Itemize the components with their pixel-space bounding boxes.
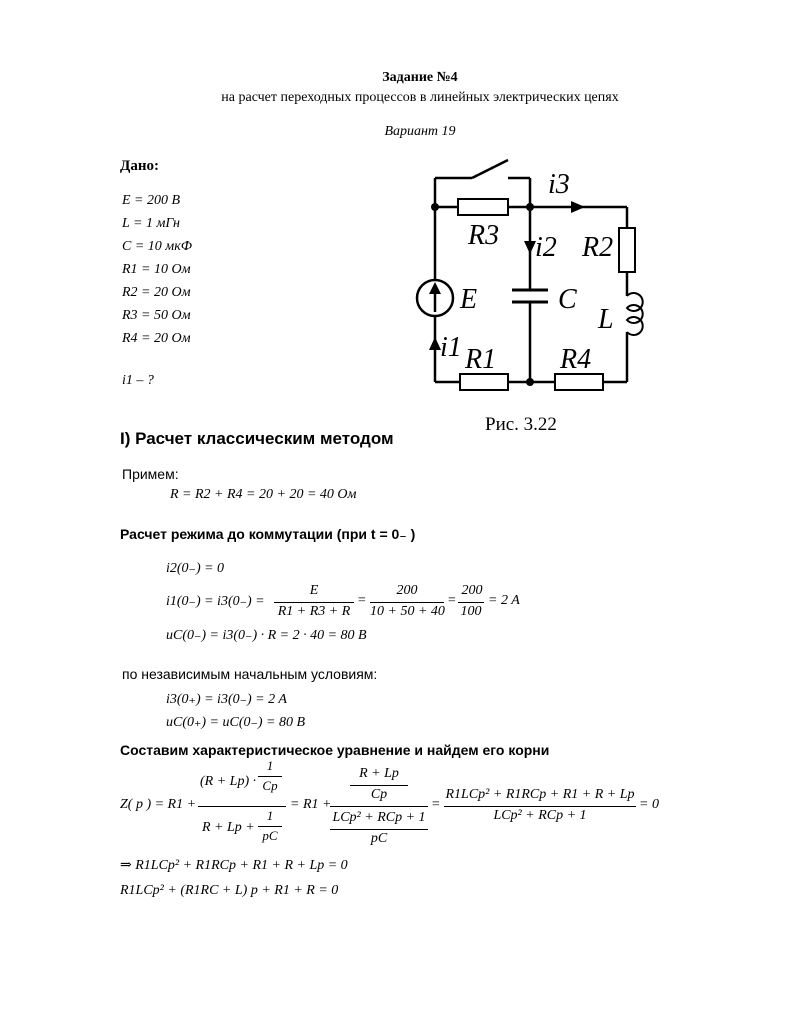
- frac-denominator: 10 + 50 + 40: [370, 604, 445, 619]
- eq-uc: uC(0₋) = i3(0₋) · R = 2 · 40 = 80 B: [166, 628, 367, 643]
- fraction-bar: [330, 806, 428, 807]
- fraction-bar: [444, 806, 636, 807]
- task-subtitle: на расчет переходных процессов в линейных электрических цепях: [221, 90, 619, 105]
- accept-equation: R = R2 + R4 = 20 + 20 = 40 Ом: [170, 487, 357, 502]
- label-r3: R3: [468, 220, 500, 251]
- frac-denominator: 100: [460, 604, 482, 619]
- circuit-diagram: [400, 150, 650, 440]
- eq-uc-initial: uC(0₊) = uC(0₋) = 80 B: [166, 715, 306, 730]
- label-i1: i1: [440, 332, 462, 363]
- initial-conditions-label: по независимым начальным условиям:: [122, 666, 378, 682]
- label-i3: i3: [548, 169, 570, 200]
- fraction-bar: [198, 806, 286, 807]
- eq-i2: i2(0₋) = 0: [166, 561, 225, 576]
- task-title: Задание №4: [382, 70, 458, 85]
- eq-i3-initial: i3(0₊) = i3(0₋) = 2 A: [166, 692, 287, 707]
- label-r1: R1: [465, 344, 497, 375]
- frac-denominator: R1 + R3 + R: [277, 604, 351, 619]
- given-value: R4 = 20 Ом: [122, 331, 191, 346]
- label-e: E: [460, 284, 478, 315]
- variant-label: Вариант 19: [384, 124, 456, 139]
- equals-sign: =: [431, 797, 441, 812]
- fraction-bar: [258, 776, 282, 777]
- frac-numerator: (R + Lp) ·: [200, 774, 257, 789]
- characteristic-heading: Составим характеристическое уравнение и найдем его корни: [120, 742, 550, 758]
- equals-sign: =: [447, 593, 457, 608]
- pre-switch-heading: Расчет режима до коммутации (при t = 0₋ ): [120, 526, 416, 542]
- fraction-bar: [274, 602, 354, 603]
- given-value: C = 10 мкФ: [122, 239, 193, 254]
- label-l: L: [598, 304, 614, 335]
- given-value: E = 200 В: [122, 193, 181, 208]
- frac-numerator: 1: [266, 808, 274, 823]
- unknown-quantity: i1 – ?: [122, 373, 154, 388]
- frac-denominator: pC: [262, 828, 278, 843]
- fraction-bar: [370, 602, 444, 603]
- label-r2: R2: [582, 232, 614, 263]
- given-value: L = 1 мГн: [122, 216, 180, 231]
- figure-caption: Рис. 3.22: [485, 414, 557, 435]
- fraction-bar: [258, 826, 282, 827]
- given-heading: Дано:: [120, 158, 159, 174]
- fraction-bar: [330, 829, 428, 830]
- frac-denominator: LCp² + RCp + 1: [493, 808, 587, 823]
- eq-i1-result: = 2 A: [488, 593, 520, 608]
- frac-denominator: Cp: [370, 787, 388, 802]
- eq-zero: = 0: [639, 797, 659, 812]
- frac-numerator: 1: [266, 758, 274, 773]
- frac-denominator: pC: [370, 831, 388, 846]
- frac-numerator: 200: [396, 583, 418, 598]
- given-value: R2 = 20 Ом: [122, 285, 191, 300]
- eq-i1-lhs: i1(0₋) = i3(0₋) =: [166, 594, 265, 609]
- label-r4: R4: [560, 344, 592, 375]
- fraction-bar: [350, 785, 408, 786]
- fraction-bar: [458, 602, 484, 603]
- given-value: R3 = 50 Ом: [122, 308, 191, 323]
- eq-characteristic: R1LCp² + (R1RC + L) p + R1 + R = 0: [120, 883, 339, 898]
- label-c: C: [558, 284, 577, 315]
- section-title: I) Расчет классическим методом: [120, 429, 394, 448]
- frac-denominator: R + Lp +: [202, 820, 255, 835]
- given-value: R1 = 10 Ом: [122, 262, 191, 277]
- eq-z-lhs: Z( p ) = R1 +: [120, 797, 197, 812]
- eq-expanded: ⇒ R1LCp² + R1RCp + R1 + R + Lp = 0: [120, 858, 348, 873]
- frac-numerator: R + Lp: [359, 766, 399, 781]
- equals-sign: =: [357, 593, 367, 608]
- label-i2: i2: [535, 232, 557, 263]
- accept-label: Примем:: [122, 466, 179, 482]
- eq-mid: = R1 +: [290, 797, 332, 812]
- frac-denominator: Cp: [262, 778, 278, 793]
- frac-numerator: E: [309, 583, 319, 598]
- frac-numerator: R1LCp² + R1RCp + R1 + R + Lp: [445, 787, 635, 802]
- frac-numerator: LCp² + RCp + 1: [332, 810, 426, 825]
- frac-numerator: 200: [461, 583, 483, 598]
